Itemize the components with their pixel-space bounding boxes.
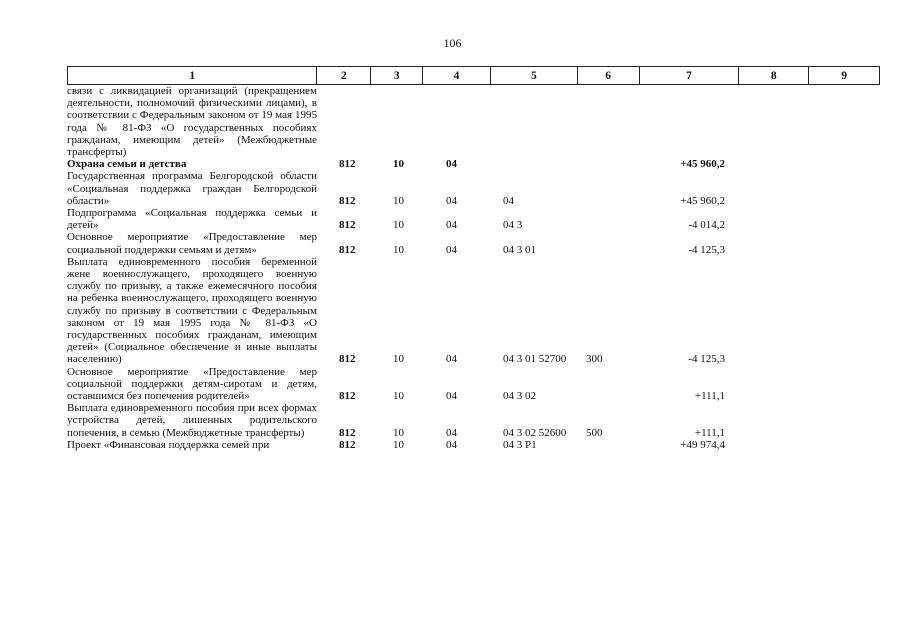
row-code-admin: 812 [339, 243, 356, 256]
table-row [67, 207, 880, 231]
row-code-subsection: 04 [446, 390, 457, 403]
row-code-subsection: 04 [446, 426, 457, 439]
row-description: Основное мероприятие «Предоставление мер социальной поддержки семьям и детям» [67, 231, 317, 256]
table-row [67, 170, 880, 207]
header-col-3: 3 [371, 67, 423, 84]
table-row [67, 158, 880, 170]
row-amount: -4 125,3 [688, 243, 725, 256]
row-code-expense-type: 500 [586, 426, 603, 439]
row-code-expense-type: 300 [586, 353, 603, 366]
row-code-target: 04 3 P1 [503, 438, 537, 451]
header-col-5: 5 [491, 67, 578, 84]
row-code-admin: 812 [339, 438, 356, 451]
row-code-section: 10 [393, 219, 404, 232]
table-header [67, 66, 880, 85]
row-code-section: 10 [393, 158, 404, 171]
row-code-admin: 812 [339, 158, 356, 171]
row-code-admin: 812 [339, 390, 356, 403]
header-col-6: 6 [578, 67, 640, 84]
row-description: Охрана семьи и детства [67, 158, 187, 171]
row-code-admin: 812 [339, 353, 356, 366]
row-description: Подпрограмма «Социальная поддержка семьи и детей» [67, 207, 317, 232]
header-col-1: 1 [68, 67, 317, 84]
header-col-2: 2 [317, 67, 371, 84]
row-amount: -4 125,3 [688, 353, 725, 366]
row-amount: +45 960,2 [680, 158, 725, 171]
row-code-subsection: 04 [446, 158, 457, 171]
row-amount: +111,1 [694, 426, 725, 439]
row-amount: +49 974,4 [680, 438, 725, 451]
row-amount: +111,1 [694, 390, 725, 403]
row-amount: -4 014,2 [688, 219, 725, 232]
row-code-subsection: 04 [446, 353, 457, 366]
row-code-target: 04 3 02 [503, 390, 536, 403]
row-code-subsection: 04 [446, 219, 457, 232]
row-code-section: 10 [393, 194, 404, 207]
table-row [67, 231, 880, 255]
row-code-target: 04 3 01 52700 [503, 353, 567, 366]
row-code-section: 10 [393, 353, 404, 366]
header-col-9: 9 [841, 69, 847, 82]
row-code-target: 04 3 01 [503, 243, 536, 256]
row-description: Государственная программа Белгородской области «Социальная поддержка граждан Белгородской области» [67, 170, 317, 207]
page-number: 106 [443, 36, 462, 50]
header-col-4: 4 [423, 67, 491, 84]
row-description: Выплата единовременного пособия беременной жене военнослужащего, проходящего военную службу по призыву, а также ежемесячного пособия на ребенка военнослужащего, проходящего военную службу по призыву в соответствии с Федеральным законом от 19 мая 1995 года № 81-ФЗ «О государственных пособиях гражданам, имеющим детей» (Социальное обеспечение и иные выплаты населению) [67, 255, 317, 366]
row-code-section: 10 [393, 243, 404, 256]
table-body [67, 85, 880, 451]
row-code-target: 04 3 02 52600 [503, 426, 567, 439]
table-row [67, 439, 880, 451]
table-row [67, 402, 880, 439]
header-col-7: 7 [640, 67, 740, 84]
row-description: Основное мероприятие «Предоставление мер социальной поддержки детям-сиротам и детям, оставшимся без попечения родителей» [67, 365, 317, 403]
row-description: связи с ликвидацией организаций (прекращением деятельности, полномочий физическими лицами), в соответствии с Федеральным законом от 19 мая 1995 года № 81-ФЗ «О государственных пособиях гражданам, имеющим детей» (Межбюджетные трансферты) [67, 85, 317, 159]
row-code-subsection: 04 [446, 438, 457, 451]
row-code-subsection: 04 [446, 194, 457, 207]
row-description: Проект «Финансовая поддержка семей при [67, 438, 270, 451]
table-row [67, 256, 880, 366]
row-code-target: 04 [503, 194, 514, 207]
table-row [67, 85, 880, 158]
row-code-target: 04 3 [503, 219, 523, 232]
row-amount: +45 960,2 [680, 194, 725, 207]
header-col-8: 8 [739, 67, 809, 84]
row-code-admin: 812 [339, 194, 356, 207]
row-code-section: 10 [393, 390, 404, 403]
row-description: Выплата единовременного пособия при всех формах устройства детей, лишенных родительского попечения, в семью (Межбюджетные трансферты) [67, 402, 317, 439]
table-row [67, 366, 880, 403]
row-code-section: 10 [393, 426, 404, 439]
row-code-admin: 812 [339, 219, 356, 232]
row-code-admin: 812 [339, 426, 356, 439]
row-code-section: 10 [393, 438, 404, 451]
row-code-subsection: 04 [446, 243, 457, 256]
